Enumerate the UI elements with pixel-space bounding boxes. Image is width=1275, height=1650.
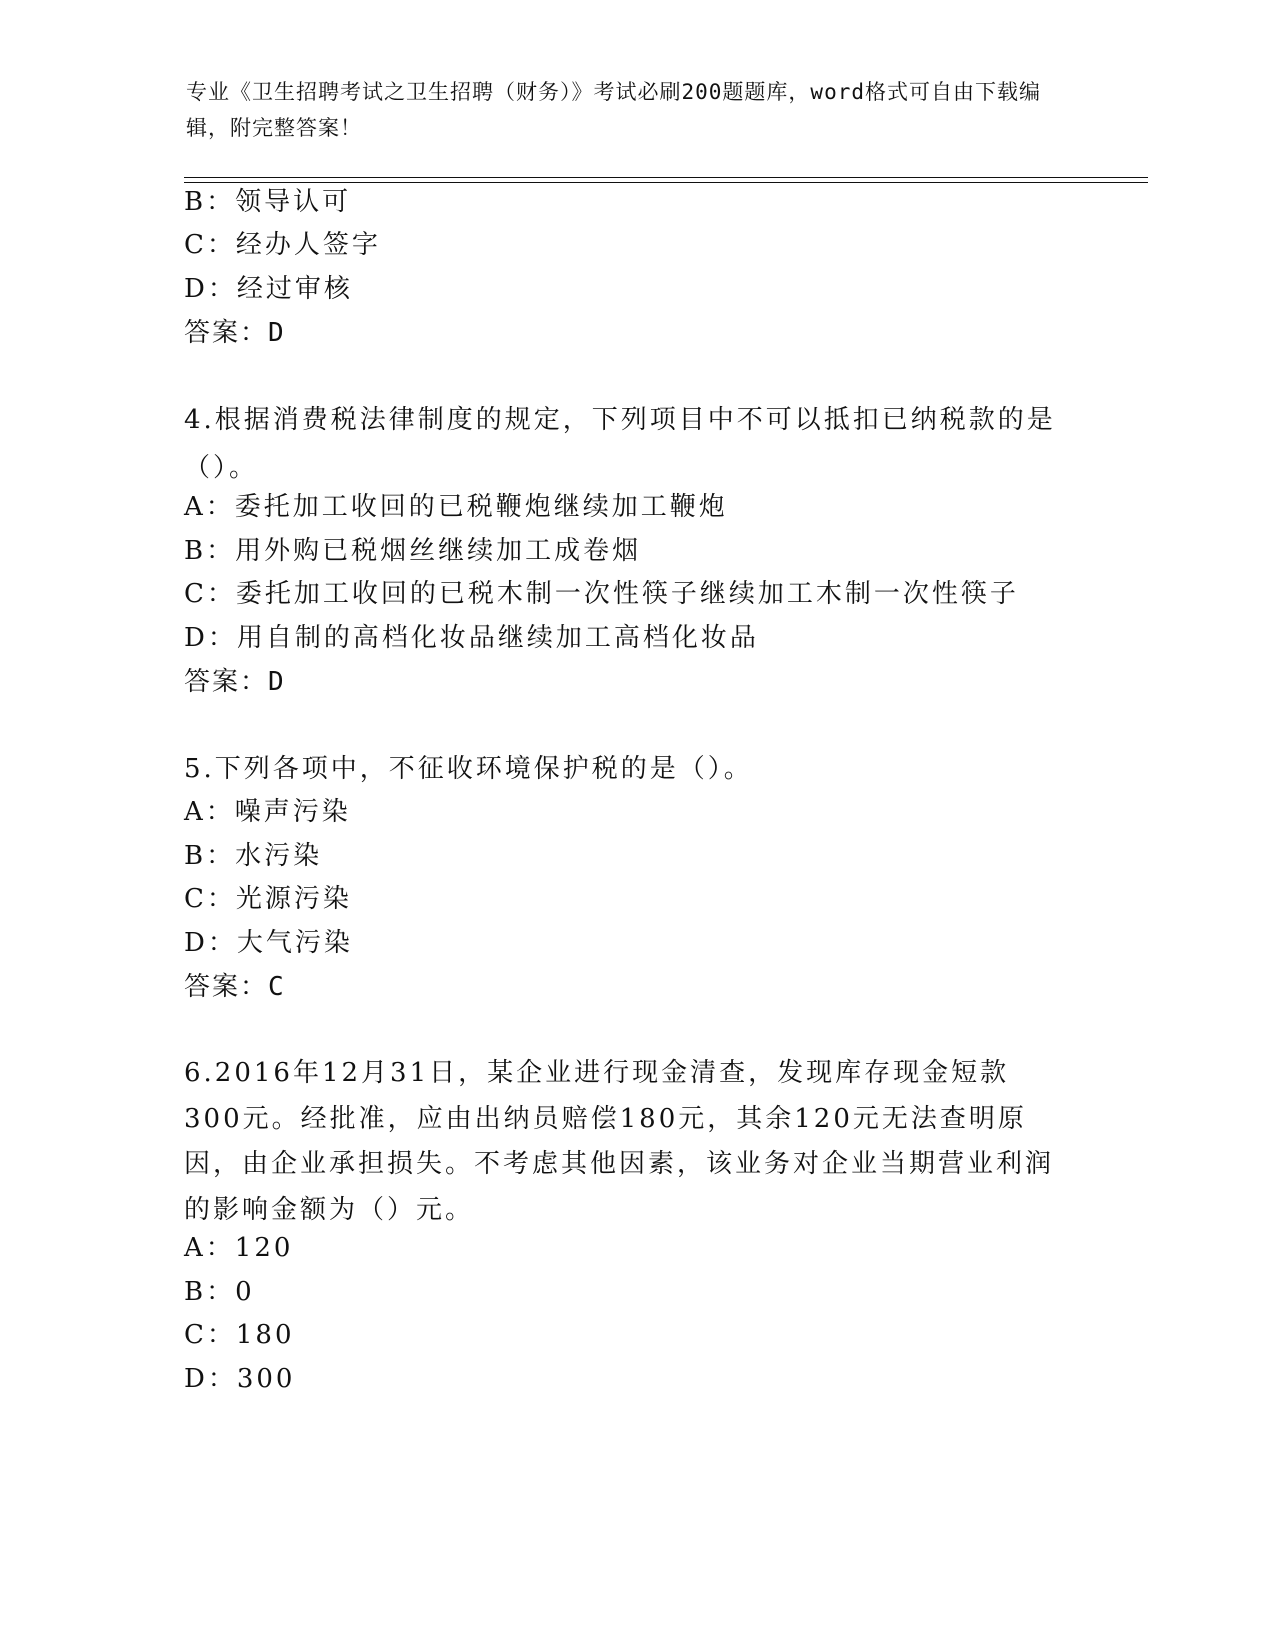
q5-option-a: A：噪声污染 (184, 797, 351, 827)
q5-option-c: C：光源污染 (184, 884, 352, 914)
q4-option-d: D：用自制的高档化妆品继续加工高档化妆品 (184, 623, 759, 653)
q6-option-a: A：120 (184, 1233, 294, 1263)
q4-option-a: A：委托加工收回的已税鞭炮继续加工鞭炮 (184, 492, 728, 522)
q4-option-b: B：用外购已税烟丝继续加工成卷烟 (184, 536, 642, 566)
q3-option-c: C：经办人签字 (184, 230, 381, 260)
q5-stem: 5.下列各项中，不征收环境保护税的是（）。 (184, 754, 753, 784)
q4-stem: 4.根据消费税法律制度的规定，下列项目中不可以抵扣已纳税款的是（）。 (184, 405, 1056, 483)
q3-answer: 答案：D (184, 318, 286, 348)
q3-option-b: B：领导认可 (184, 187, 352, 217)
q6-option-b: B：0 (184, 1277, 255, 1307)
q3-option-d: D：经过审核 (184, 274, 353, 304)
q5-option-b: B：水污染 (184, 841, 323, 871)
q6-stem: 6.2016年12月31日，某企业进行现金清查，发现库存现金短款300元。经批准，应由出纳员赔偿180元，其余120元无法查明原因，由企业承担损失。不考虑其他因素，该业务对企业当期营业利润的影响金额为（）元。 (184, 1058, 1055, 1225)
q6-option-c: C：180 (184, 1320, 295, 1350)
q4-answer: 答案：D (184, 667, 286, 697)
q4-option-c: C：委托加工收回的已税木制一次性筷子继续加工木制一次性筷子 (184, 579, 1019, 609)
header-divider-top (184, 177, 1148, 178)
q6-option-d: D：300 (184, 1364, 296, 1394)
q5-option-d: D：大气污染 (184, 928, 353, 958)
q5-answer: 答案：C (184, 972, 286, 1002)
document-header-title: 专业《卫生招聘考试之卫生招聘（财务）》考试必刷200题题库，word格式可自由下载编辑，附完整答案！ (186, 80, 1041, 140)
